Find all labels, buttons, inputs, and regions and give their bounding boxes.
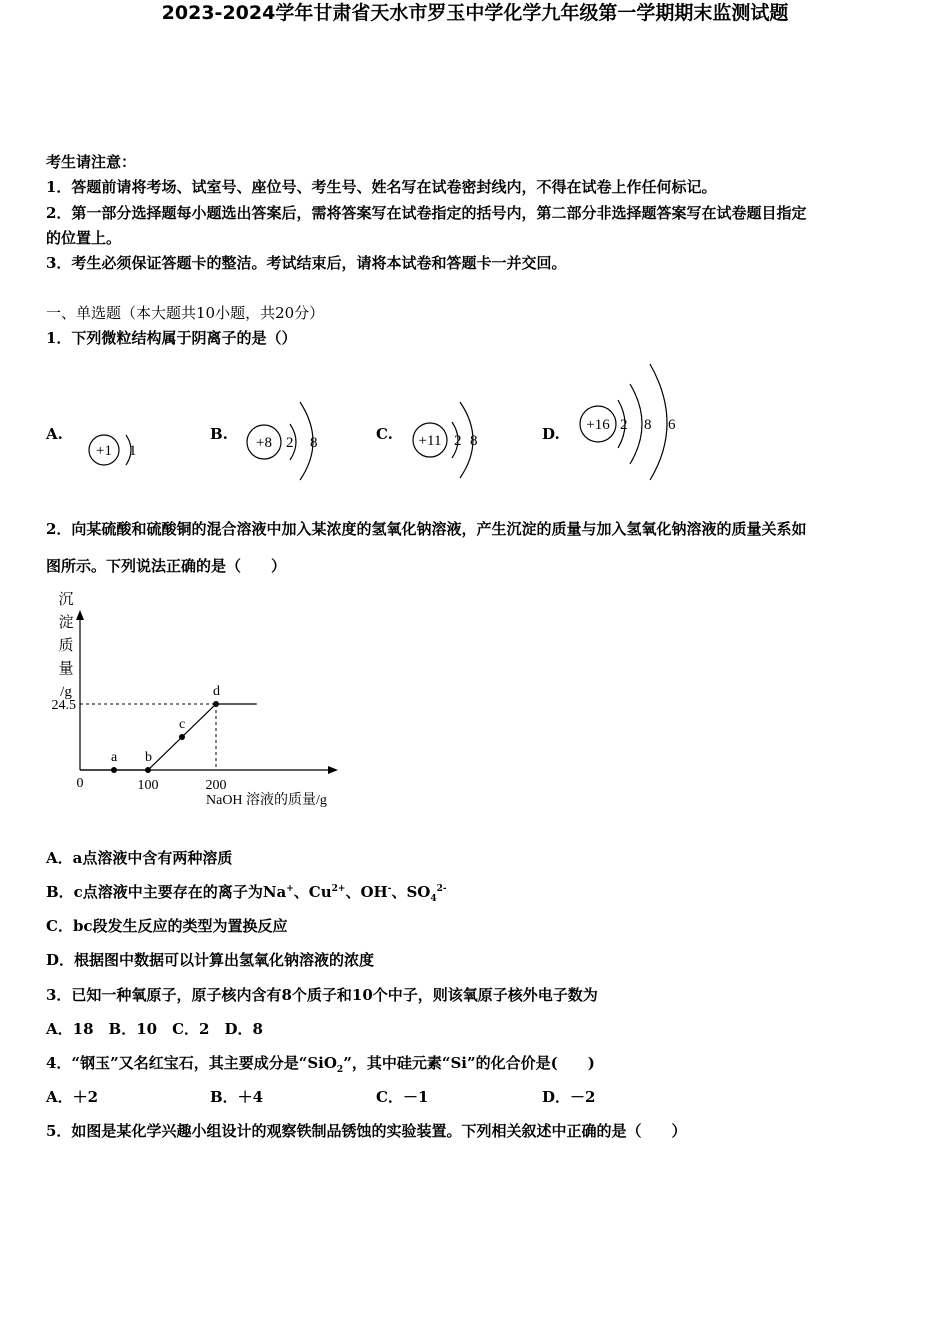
data-point-b: [145, 767, 151, 773]
notice-item: 的位置上。: [46, 229, 122, 247]
q1-option-b-label: B.: [210, 425, 228, 443]
question-3-stem: 3．已知一种氧原子，原子核内含有8个质子和10个中子，则该氧原子核外电子数为: [46, 986, 598, 1004]
point-label-d: d: [213, 684, 220, 699]
question-4-stem: 4．“钢玉”又名红宝石，其主要成分是“SiO$_2$”，其中硅元素“Si”的化合价是( ): [46, 1054, 595, 1075]
y-axis-label-char: 质: [58, 638, 74, 654]
q2-option-d: D．根据图中数据可以计算出氢氧化钠溶液的浓度: [46, 951, 375, 969]
x-axis-arrow: [328, 766, 338, 774]
q2-option-a: A．a点溶液中含有两种溶质: [46, 849, 233, 867]
y-axis-label-char: 淀: [58, 615, 74, 631]
data-point-d: [213, 701, 219, 707]
nucleus-charge: +8: [256, 435, 272, 451]
q1-option-d-label: D.: [542, 425, 560, 443]
notice-heading: 考生请注意：: [46, 153, 137, 171]
shell-electrons: 2: [620, 417, 628, 433]
q4-option-b: B．＋4: [210, 1088, 264, 1106]
y-tick-label: 24.5: [51, 698, 76, 713]
x-tick-label: 100: [137, 778, 159, 793]
x-axis-label: NaOH 溶液的质量/g: [206, 793, 327, 808]
point-label-c: c: [179, 717, 186, 732]
atom-diagram-c: [408, 400, 508, 480]
shell-electrons: 1: [129, 443, 137, 459]
origin-label: 0: [76, 776, 84, 791]
y-axis-label-char: 沉: [58, 592, 74, 608]
nucleus-charge: +11: [418, 433, 442, 449]
atom-diagram-b: [240, 400, 340, 480]
notice-item: 2．第一部分选择题每小题选出答案后，需将答案写在试卷指定的括号内，第二部分非选择题答案写在试卷题目指定: [46, 204, 807, 222]
notice-item: 1．答题前请将考场、试室号、座位号、考生号、姓名写在试卷密封线内，不得在试卷上作任何标记。: [46, 178, 717, 196]
question-1-stem: 1．下列微粒结构属于阴离子的是（）: [46, 329, 297, 347]
shell-electrons: 8: [310, 435, 318, 451]
atom-diagram-a: [80, 420, 160, 480]
shell-electrons: 2: [454, 433, 462, 449]
q2-option-b: B．c点溶液中主要存在的离子为Na+、$Cu^{2+}$、OH-、$SO_4^{2-}$: [46, 883, 447, 904]
y-axis-label-char: 量: [58, 661, 74, 677]
question-5-stem: 5．如图是某化学兴趣小组设计的观察铁制品锈蚀的实验装置。下列相关叙述中正确的是（ ）: [46, 1122, 687, 1140]
data-point-a: [111, 767, 117, 773]
q1-option-a-label: A.: [46, 425, 63, 443]
q4-option-c: C．－1: [376, 1088, 429, 1106]
q4-option-d: D．－2: [542, 1088, 596, 1106]
atom-diagram-d: [574, 362, 694, 482]
shell-electrons: 8: [644, 417, 652, 433]
x-tick-label: 200: [205, 778, 227, 793]
q3-options: A．18 B．10 C．2 D．8: [46, 1020, 263, 1038]
section-heading: 一、单选题（本大题共10小题，共20分）: [46, 304, 325, 322]
shell-electrons: 6: [668, 417, 676, 433]
point-label-a: a: [111, 750, 118, 765]
question-2-stem-cont: 图所示。下列说法正确的是（ ）: [46, 557, 287, 575]
nucleus-charge: +1: [96, 443, 112, 459]
point-label-b: b: [145, 750, 152, 765]
precipitate-chart: [40, 582, 360, 817]
nucleus-charge: +16: [586, 417, 610, 433]
shell-electrons: 8: [470, 433, 478, 449]
q4-option-a: A．＋2: [46, 1088, 99, 1106]
notice-item: 3．考生必须保证答题卡的整洁。考试结束后，请将本试卷和答题卡一并交回。: [46, 254, 567, 272]
shell-electrons: 2: [286, 435, 294, 451]
question-2-stem: 2．向某硫酸和硫酸铜的混合溶液中加入某浓度的氢氧化钠溶液，产生沉淀的质量与加入氢氧化钠溶液的质量关系如: [46, 520, 807, 538]
y-axis-arrow: [76, 610, 84, 620]
q2-option-c: C．bc段发生反应的类型为置换反应: [46, 917, 288, 935]
series-line: [80, 704, 257, 770]
data-point-c: [179, 734, 185, 740]
q1-option-c-label: C.: [376, 425, 393, 443]
page-title: 2023-2024学年甘肃省天水市罗玉中学化学九年级第一学期期末监测试题: [161, 2, 789, 24]
y-axis-label-char: /g: [60, 684, 72, 700]
